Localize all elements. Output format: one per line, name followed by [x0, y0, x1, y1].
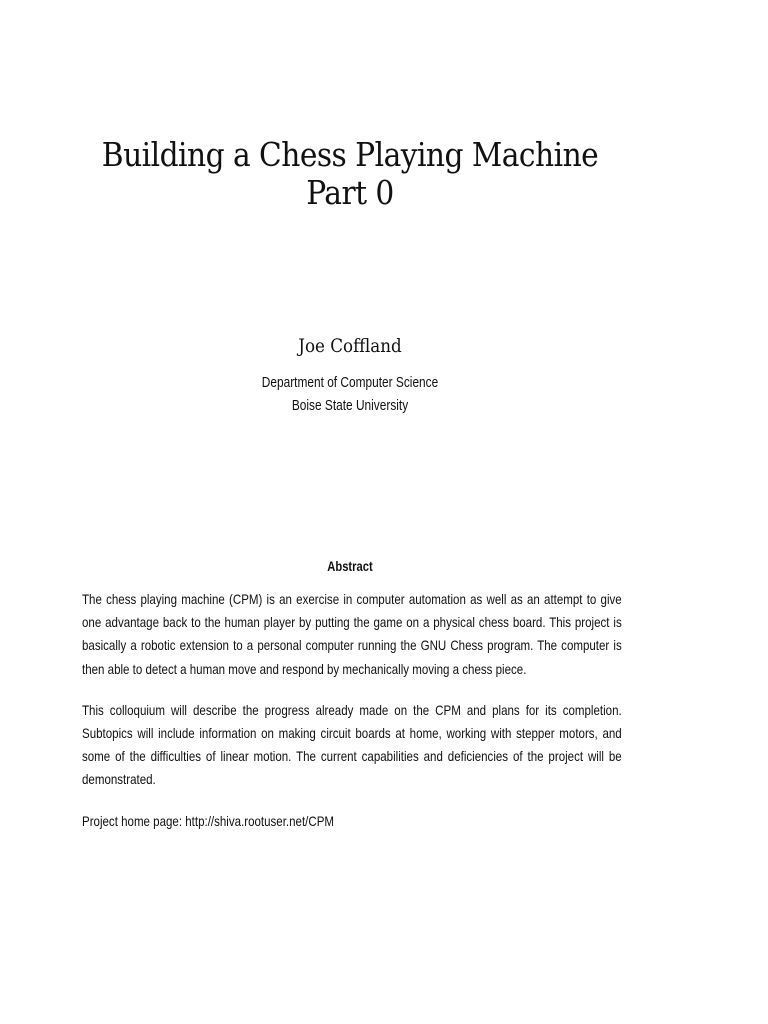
project-home-page: Project home page: http://shiva.rootuser.net/CPM	[82, 812, 335, 829]
department: Department of Computer Science	[261, 375, 439, 391]
title-line-1: Building a Chess Playing Machine	[101, 135, 599, 174]
university: Boise State University	[291, 398, 409, 414]
author-affiliation	[63, 372, 637, 418]
abstract-paragraph-1: The chess playing machine (CPM) is an exercise in computer automation as well as an attempt to give one advantage back to the human player by putting the game on a physical chess board. This project is basically a robotic extension to a personal computer running the GNU Chess program. The computer is then able to detect a human move and respond by mechanically moving a chess piece.	[82, 591, 622, 677]
abstract-heading: Abstract	[327, 558, 373, 574]
abstract-paragraph-2: This colloquium will describe the progress already made on the CPM and plans for its completion. Subtopics will include information on making circuit boards at home, working with stepper motors, and some of the difficulties of linear motion. The current capabilities and deficiencies of the project will be demonstrated.	[82, 701, 622, 788]
paper-title	[35, 136, 665, 212]
title-line-2: Part 0	[306, 173, 394, 212]
abstract-body	[82, 588, 622, 851]
author-name: Joe Coffland	[298, 335, 402, 357]
